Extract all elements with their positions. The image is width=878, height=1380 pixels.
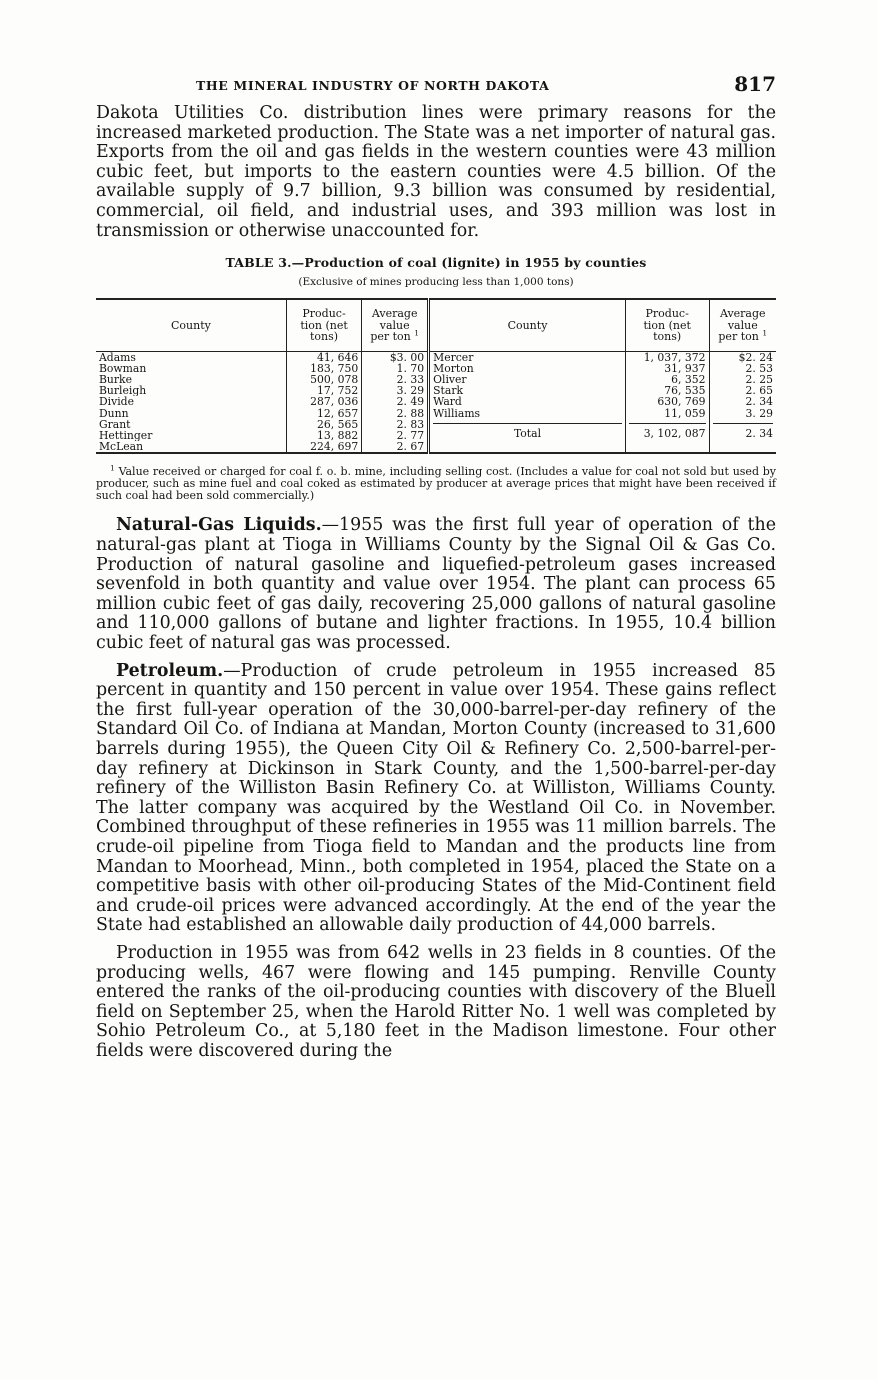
left-production-column — [286, 351, 361, 453]
header-value-left — [362, 299, 429, 351]
table-cell: 3. 29 — [396, 384, 425, 398]
table-cell: 12, 657 — [316, 406, 359, 420]
header-text: tons) — [310, 330, 339, 344]
left-value-column — [362, 351, 429, 453]
table-cell: 500, 078 — [310, 373, 359, 387]
table-cell: 2. 83 — [396, 417, 425, 431]
table-cell: 2. 25 — [745, 373, 773, 387]
table-cell: McLean — [99, 441, 144, 453]
table-cell: 13, 882 — [316, 429, 359, 443]
total-production: 3, 102, 087 — [629, 423, 706, 439]
table-cell: Hettinger — [99, 430, 153, 442]
table-cell: 2. 88 — [396, 406, 425, 420]
table-header-row — [96, 299, 776, 351]
table-cell: 17, 752 — [316, 384, 359, 398]
table-cell: Bowman — [99, 362, 147, 375]
table-cell: 2. 49 — [396, 395, 425, 409]
table-cell: Burke — [99, 374, 132, 386]
petroleum-paragraph — [96, 662, 776, 936]
table-cell: 2. 67 — [396, 440, 425, 454]
table-cell: 183, 750 — [310, 361, 359, 375]
header-text: Average — [719, 307, 766, 321]
table-cell: 2. 65 — [745, 384, 773, 398]
header-production-left — [286, 299, 361, 351]
table-cell: 2. 34 — [745, 395, 773, 409]
table-cell: 630, 769 — [657, 395, 706, 409]
table-cell: Williams — [433, 407, 481, 419]
coal-production-table — [96, 298, 776, 454]
table-cell: Divide — [99, 396, 134, 408]
header-text: tons) — [653, 330, 682, 344]
table-cell: Oliver — [433, 374, 467, 386]
table-cell: 2. 33 — [396, 373, 425, 387]
header-text: value — [727, 318, 758, 332]
table-cell: 31, 937 — [664, 361, 706, 375]
table-cell: 3. 29 — [745, 406, 773, 420]
table-cell: Mercer — [433, 351, 474, 363]
table-body-row — [96, 351, 776, 453]
header-text: tion (net — [300, 318, 348, 332]
table-cell: 2. 53 — [745, 361, 773, 375]
left-county-column — [96, 351, 286, 453]
table-cell: 287, 036 — [310, 395, 359, 409]
header-county-left: County — [96, 299, 286, 351]
table-cell: 41, 646 — [316, 350, 359, 364]
header-text: Produc- — [645, 307, 689, 321]
table-cell: 224, 697 — [310, 440, 359, 454]
footnote-text: Value received or charged for coal f. o. b. mine, including selling cost. (Includes a value for coal not sold but used by producer, such as mine fuel and coal coked as estimated by producer at average prices that might have been received if such coal had been sold commercially.) — [96, 465, 777, 503]
table-cell: Stark — [433, 385, 464, 397]
table-cell: Dunn — [99, 407, 129, 419]
header-value-right — [709, 299, 776, 351]
footnote-mark: 1 — [414, 328, 420, 338]
header-text: Average — [371, 307, 418, 321]
header-text: tion (net — [643, 318, 691, 332]
header-text: per ton — [370, 330, 411, 344]
table-footnote — [96, 463, 777, 503]
document-page — [96, 70, 776, 1062]
table-cell: 26, 565 — [316, 417, 359, 431]
ngl-text: —1955 was the first full year of operation of the natural-gas plant at Tioga in Williams County by the Signal Oil & Gas Co. Production of natural gasoline and liquefied-petroleum gases increased sevenfold in both quantity and value over 1954. The plant can process 65 million cubic feet of gas daily, recovering 25,000 gallons of natural gasoline and 110,000 gallons of butane and lighter fractions. In 1955, 10.4 billion cubic feet of natural gas was processed. — [96, 515, 776, 654]
petroleum-title: Petroleum. — [116, 660, 224, 681]
header-production-right — [625, 299, 709, 351]
petroleum-text: —Production of crude petroleum in 1955 increased 85 percent in quantity and 150 percent in value over 1954. These gains reflect the first full-year operation of the 30,000-barrel-per-day refinery of the Standard Oil Co. of Indiana at Mandan, Morton County (increased to 31,600 barrels during 1955), the Queen City Oil & Refinery Co. 2,500-barrel-per-day refinery at Dickinson in Stark County, and the 1,500-barrel-per-day refinery of the Williston Basin Refinery Co. at Williston, Williams County. The latter company was acquired by the Westland Oil Co. in November. Combined throughput of these refineries in 1955 was 11 million barrels. The crude-oil pipeline from Tioga field to Mandan and the products line from Mandan to Moorhead, Minn., both completed in 1954, placed the State on a competitive basis with other oil-producing States of the Mid-Continent field and crude-oil prices were advanced accordingly. At the end of the year the State had established an allowable daily production of 44,000 barrels. — [96, 660, 776, 936]
table-cell: 2. 77 — [396, 429, 425, 443]
header-text: Produc- — [302, 307, 346, 321]
table-cell: Adams — [99, 351, 136, 363]
page-number: 817 — [734, 72, 776, 96]
table-cell: Burleigh — [99, 385, 147, 397]
table-cell: 6, 352 — [671, 373, 706, 387]
table-cell: Grant — [99, 418, 131, 431]
production-paragraph: Production in 1955 was from 642 wells in 23 fields in 8 counties. Of the producing wells, 467 were flowing and 145 pumping. Renville County entered the ranks of the oil-producing counties with discovery of the Bluell field on September 25, when the Harold Ritter No. 1 well was completed by Sohio Petroleum Co., at 5,180 feet in the Madison limestone. Four other fields were discovered during the — [96, 942, 776, 1061]
right-county-column — [429, 351, 626, 453]
total-label: Total — [433, 423, 622, 439]
table-cell: $2. 24 — [738, 350, 773, 364]
footnote-mark: 1 — [762, 328, 768, 338]
header-text: value — [379, 318, 410, 332]
ngl-title: Natural-Gas Liquids. — [116, 515, 322, 536]
running-title: THE MINERAL INDUSTRY OF NORTH DAKOTA — [196, 78, 550, 93]
table-caption: TABLE 3.—Production of coal (lignite) in 1955 by counties — [225, 255, 647, 271]
intro-paragraph: Dakota Utilities Co. distribution lines were primary reasons for the increased marketed production. The State was a net importer of natural gas. Exports from the oil and gas fields in the western counties were 43 million cubic feet, but imports to the eastern counties were 4.5 billion. Of the available supply of 9.7 billion, 9.3 billion was consumed by residential, commercial, oil field, and industrial uses, and 393 million was lost in transmission or otherwise unaccounted for. — [96, 103, 776, 241]
table-subcaption: (Exclusive of mines producing less than 1,000 tons) — [298, 276, 574, 289]
table-cell: 11, 059 — [664, 406, 706, 420]
table-cell: Ward — [433, 396, 462, 408]
table-cell: Morton — [433, 362, 474, 375]
right-production-column — [625, 351, 709, 453]
table-cell: 76, 535 — [664, 384, 706, 398]
table-cell: $3. 00 — [389, 350, 425, 364]
running-head — [96, 70, 776, 104]
table-cell: 1. 70 — [396, 361, 425, 375]
header-county-right: County — [429, 299, 626, 351]
ngl-paragraph — [96, 516, 776, 653]
table-cell: 1, 037, 372 — [643, 350, 706, 364]
header-text: per ton — [718, 330, 759, 344]
total-value: 2. 34 — [713, 423, 773, 439]
footnote-mark: 1 — [110, 463, 115, 473]
right-value-column — [709, 351, 776, 453]
